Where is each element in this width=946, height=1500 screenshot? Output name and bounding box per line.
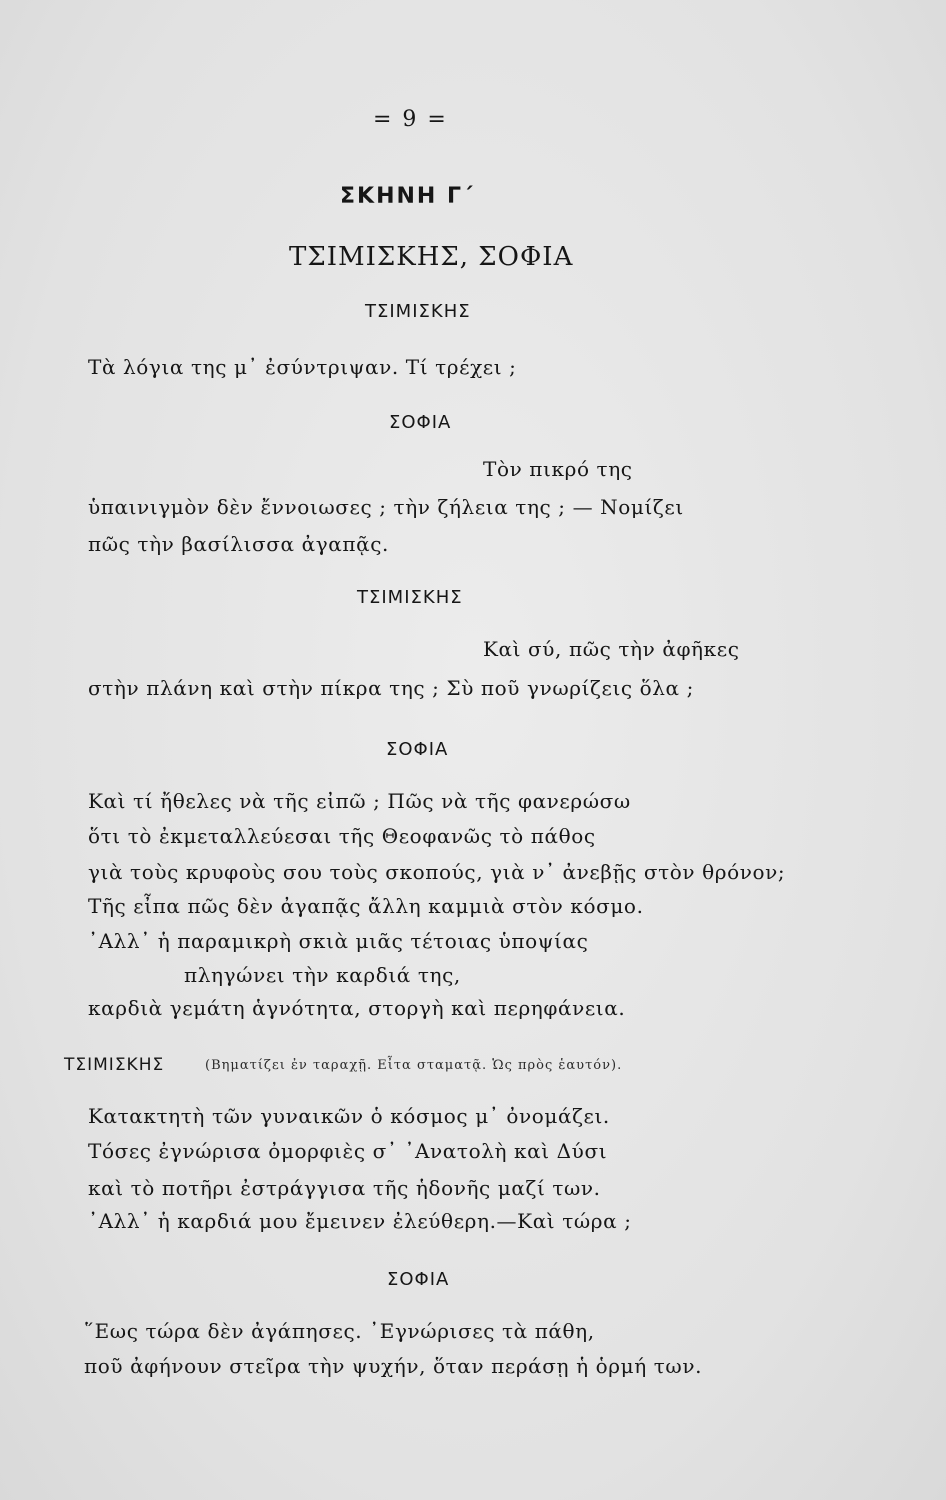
speaker-name: ΤΣΙΜΙΣΚΗΣ bbox=[365, 301, 471, 322]
verse-line: ῞Εως τώρα δὲν ἀγάπησες. ᾽Εγνώρισες τὰ πάθη, bbox=[84, 1319, 595, 1343]
verse-line: καὶ τὸ ποτῆρι ἐστράγγισα τῆς ἡδονῆς μαζί των. bbox=[88, 1176, 601, 1200]
verse-line: στὴν πλάνη καὶ στὴν πίκρα της ; Σὺ ποῦ γνωρίζεις ὅλα ; bbox=[88, 676, 694, 700]
verse-line: Τὸν πικρό της bbox=[483, 457, 633, 481]
page-number: = 9 = bbox=[373, 107, 448, 132]
verse-line: Καὶ τί ἤθελες νὰ τῆς εἰπῶ ; Πῶς νὰ τῆς φανερώσω bbox=[88, 789, 631, 813]
speaker-name: ΣΟΦΙΑ bbox=[387, 1269, 450, 1290]
verse-line: ποῦ ἀφήνουν στεῖρα τὴν ψυχήν, ὅταν περάσῃ ἡ ὁρμή των. bbox=[84, 1354, 703, 1378]
scene-characters: ΤΣΙΜΙΣΚΗΣ, ΣΟΦΙΑ bbox=[289, 242, 574, 272]
verse-line: πληγώνει τὴν καρδιά της, bbox=[184, 963, 461, 987]
scene-title: ΣΚΗΝΗ Γ΄ bbox=[340, 184, 475, 209]
verse-line: ὅτι τὸ ἐκμεταλλεύεσαι τῆς Θεοφανῶς τὸ πάθος bbox=[88, 824, 596, 848]
speaker-name: ΤΣΙΜΙΣΚΗΣ bbox=[357, 587, 463, 608]
verse-line: καρδιὰ γεμάτη ἁγνότητα, στοργὴ καὶ περηφάνεια. bbox=[88, 996, 626, 1020]
verse-line: πῶς τὴν βασίλισσα ἀγαπᾷς. bbox=[88, 532, 389, 556]
speaker-name: ΣΟΦΙΑ bbox=[389, 412, 452, 433]
speaker-name: ΣΟΦΙΑ bbox=[386, 739, 449, 760]
verse-line: γιὰ τοὺς κρυφοὺς σου τοὺς σκοπούς, γιὰ ν᾽ ἀνεβῇς στὸν θρόνον; bbox=[88, 860, 786, 884]
verse-line: ὑπαινιγμὸν δὲν ἔννοιωσες ; τὴν ζήλεια της ; — Νομίζει bbox=[88, 495, 684, 519]
verse-line: Κατακτητὴ τῶν γυναικῶν ὁ κόσμος μ᾽ ὀνομάζει. bbox=[88, 1104, 610, 1128]
verse-line: Τῆς εἶπα πῶς δὲν ἀγαπᾷς ἄλλη καμμιὰ στὸν κόσμο. bbox=[88, 894, 644, 918]
speaker-name: ΤΣΙΜΙΣΚΗΣ bbox=[64, 1055, 165, 1075]
verse-line: Καὶ σύ, πῶς τὴν ἀφῆκες bbox=[483, 637, 740, 661]
verse-line: Τὰ λόγια της μ᾽ ἐσύντριψαν. Τί τρέχει ; bbox=[88, 355, 517, 379]
stage-direction: (Βηματίζει ἐν ταραχῇ. Εἶτα σταματᾷ. Ὡς πρὸς ἑαυτόν). bbox=[205, 1058, 623, 1073]
verse-line: ᾽Αλλ᾽ ἡ παραμικρὴ σκιὰ μιᾶς τέτοιας ὑποψίας bbox=[88, 929, 589, 953]
verse-line: Τόσες ἐγνώρισα ὀμορφιὲς σ᾽ ᾽Ανατολὴ καὶ Δύσι bbox=[88, 1139, 608, 1163]
verse-line: ᾽Αλλ᾽ ἡ καρδιά μου ἔμεινεν ἐλεύθερη.—Καὶ τώρα ; bbox=[88, 1209, 632, 1233]
